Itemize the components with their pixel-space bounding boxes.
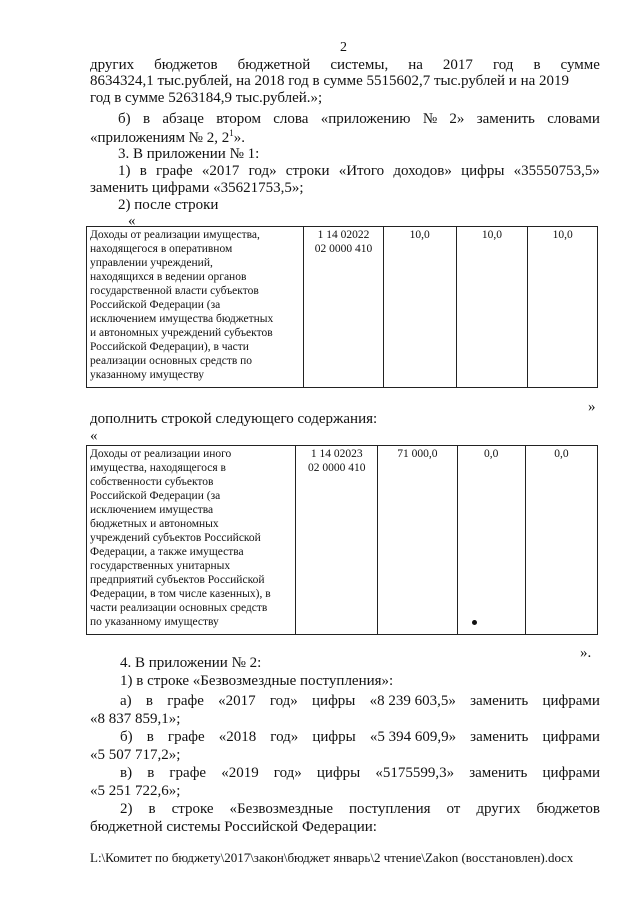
table-cell-line: предприятий субъектов Российской	[90, 574, 265, 586]
paragraph-line: б) в графе «2018 год» цифры «5 394 609,9» заменить цифрами	[120, 729, 600, 745]
paragraph-line: «8 837 859,1»;	[90, 711, 181, 727]
quote-mark: ».	[580, 645, 592, 661]
table-cell-line: указанному имуществу	[90, 369, 205, 381]
table-cell-description	[87, 446, 296, 635]
scan-dot	[472, 620, 477, 625]
paragraph-line: «приложениям № 2, $2^1$».	[90, 128, 245, 146]
table-cell-line: Доходы от реализации иного	[90, 448, 232, 460]
paragraph-line: б) в абзаце втором слова «приложению № 2» заменить словами	[118, 111, 600, 127]
budget-table-2	[86, 445, 598, 635]
paragraph-line: 2) после строки	[118, 197, 219, 213]
table-cell-line: части реализации основных средств	[90, 602, 268, 614]
table-cell-2017: 10,0	[383, 227, 456, 388]
footer-file-path: L:\Комитет по бюджету\2017\закон\бюджет январь\2 чтение\Zakon (восстановлен).docx	[90, 850, 574, 865]
table-cell-line: реализации основных средств по	[90, 355, 253, 367]
table-cell-code	[296, 446, 378, 635]
table-cell-line: по указанному имуществу	[90, 616, 219, 628]
table-cell-2018: 10,0	[456, 227, 528, 388]
table-row	[87, 227, 598, 388]
section-heading: 3. В приложении № 1:	[118, 146, 260, 162]
table-row	[87, 446, 598, 635]
section-heading: 4. В приложении № 2:	[120, 655, 262, 671]
paragraph-line: дополнить строкой следующего содержания:	[90, 411, 378, 427]
code-line: 1 14 02023	[310, 448, 363, 460]
paragraph-line: других бюджетов бюджетной системы, на 2017 год в сумме	[90, 57, 600, 73]
table-cell-description	[87, 227, 304, 388]
code-line: 02 0000 410	[314, 243, 373, 255]
table-cell-line: собственности субъектов	[90, 476, 214, 488]
budget-table-1	[86, 226, 598, 388]
paragraph-line: 1) в строке «Безвозмездные поступления»:	[120, 673, 394, 689]
table-cell-2018	[457, 446, 525, 635]
table-cell-line: Российской Федерации), в части	[90, 341, 249, 353]
paragraph-line: 8634324,1 тыс.рублей, на 2018 год в сумме 5515602,7 тыс.рублей и на 2019	[90, 73, 570, 89]
paragraph-line: 1) в графе «2017 год» строки «Итого доходов» цифры «35550753,5»	[118, 163, 600, 179]
table-cell-line: государственных унитарных	[90, 560, 231, 572]
table-cell-line: управлении учреждений,	[90, 257, 213, 269]
table-cell-line: исключением имущества бюджетных	[90, 313, 274, 325]
paragraph-line: 2) в строке «Безвозмездные поступления от других бюджетов	[120, 801, 600, 817]
table-cell-line: учреждений субъектов Российской	[90, 532, 261, 544]
table-cell-line: государственной власти субъектов	[90, 285, 259, 297]
table-cell-line: бюджетных и автономных	[90, 518, 219, 530]
quote-mark: «	[90, 428, 98, 444]
paragraph-line: бюджетной системы Российской Федерации:	[90, 819, 377, 835]
table-cell-code	[304, 227, 384, 388]
paragraph-line: заменить цифрами «35621753,5»;	[90, 180, 304, 196]
code-line: 02 0000 410	[307, 462, 366, 474]
paragraph-line: «5 507 717,2»;	[90, 747, 181, 763]
quote-mark: »	[588, 399, 596, 415]
table-cell-line: Российской Федерации (за	[90, 299, 221, 311]
table-value-2018: 0,0	[483, 448, 499, 460]
quote-mark: «	[128, 213, 136, 229]
table-cell-2017: 71 000,0	[378, 446, 457, 635]
table-cell-line: Российской Федерации (за	[90, 490, 221, 502]
table-cell-line: Федерации, а также имущества	[90, 546, 244, 558]
table-cell-line: находящихся в ведении органов	[90, 271, 247, 283]
table-cell-line: исключением имущества	[90, 504, 214, 516]
table-cell-2019: 10,0	[528, 227, 598, 388]
code-line: 1 14 02022	[317, 229, 370, 241]
table-cell-line: и автономных учреждений субъектов	[90, 327, 273, 339]
table-cell-line: Доходы от реализации имущества,	[90, 229, 260, 241]
paragraph-line: в) в графе «2019 год» цифры «5175599,3» заменить цифрами	[120, 765, 600, 781]
table-cell-line: имущества, находящегося в	[90, 462, 226, 474]
paragraph-line: год в сумме 5263184,9 тыс.рублей.»;	[90, 90, 323, 106]
paragraph-line: «5 251 722,6»;	[90, 783, 181, 799]
table-cell-line: Федерации, в том числе казенных), в	[90, 588, 271, 600]
page-number: 2	[340, 40, 347, 55]
paragraph-line: а) в графе «2017 год» цифры «8 239 603,5» заменить цифрами	[120, 693, 600, 709]
table-cell-line: находящегося в оперативном	[90, 243, 233, 255]
table-cell-2019: 0,0	[525, 446, 597, 635]
